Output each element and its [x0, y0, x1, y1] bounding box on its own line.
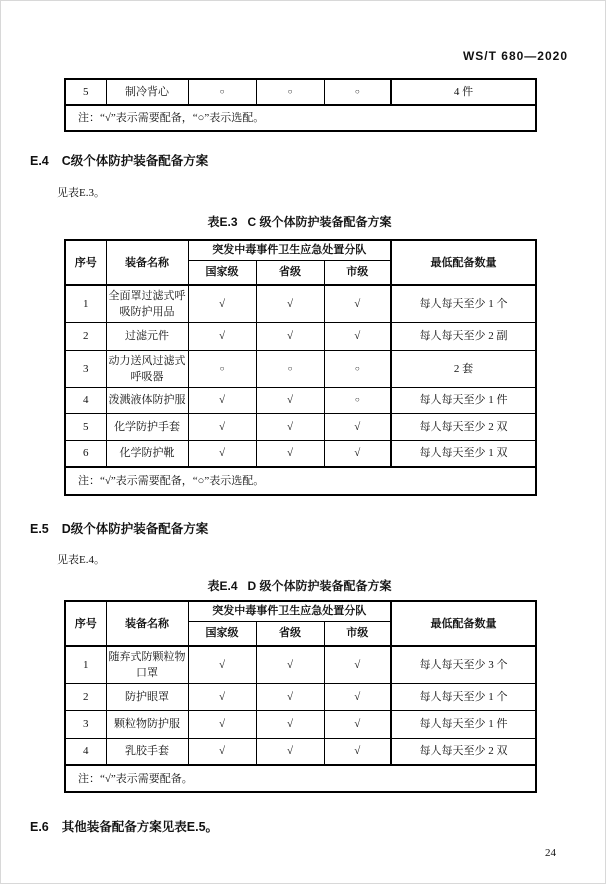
standard-number: WS/T 680—2020 [462, 49, 568, 63]
table-note-row [65, 105, 536, 131]
section-label: E.4 [30, 154, 49, 168]
cell-equipment-name: 随弃式防颗粒物口罩 [106, 646, 188, 683]
cell-seq: 1 [65, 646, 106, 683]
cell-equipment-name: 乳胶手套 [106, 738, 188, 765]
table-e2-continuation [64, 78, 537, 132]
cell-mark-municipal: √ [324, 322, 391, 350]
table-header-row [65, 601, 536, 621]
table-e3 [64, 239, 537, 496]
cell-mark-national: √ [188, 322, 256, 350]
cell-equipment-name: 化学防护手套 [106, 413, 188, 440]
table-caption-e4 [64, 577, 535, 594]
table-e4 [64, 600, 537, 793]
cell-equipment-name: 泼溅液体防护服 [106, 387, 188, 413]
cell-mark-provincial: √ [256, 738, 324, 765]
cell-quantity: 每人每天至少 1 件 [391, 710, 536, 738]
cell-quantity: 2 套 [391, 350, 536, 387]
col-header-quantity: 最低配备数量 [391, 240, 536, 285]
intro-text-e4: 见表E.3。 [57, 187, 105, 199]
cell-seq: 4 [65, 387, 106, 413]
cell-mark-provincial: √ [256, 322, 324, 350]
cell-seq: 5 [65, 413, 106, 440]
section-heading-e6 [30, 817, 218, 835]
cell-seq: 5 [65, 79, 106, 105]
intro-text-e5: 见表E.4。 [57, 554, 105, 566]
section-title: D级个体防护装备配备方案 [61, 522, 209, 536]
table-note-row [65, 765, 536, 792]
cell-quantity: 每人每天至少 1 个 [391, 683, 536, 710]
cell-seq: 3 [65, 710, 106, 738]
cell-mark-municipal: √ [324, 440, 391, 467]
cell-quantity: 每人每天至少 1 件 [391, 387, 536, 413]
cell-mark-national: √ [188, 285, 256, 322]
col-header-quantity: 最低配备数量 [391, 601, 536, 646]
caption-label: 表E.3 [207, 215, 238, 229]
cell-equipment-name: 化学防护靴 [106, 440, 188, 467]
cell-equipment-name: 动力送风过滤式呼吸器 [106, 350, 188, 387]
cell-mark-provincial: √ [256, 710, 324, 738]
section-heading-e5 [30, 519, 208, 537]
cell-equipment-name: 全面罩过滤式呼吸防护用品 [106, 285, 188, 322]
caption-title: C 级个体防护装备配备方案 [247, 215, 392, 229]
cell-mark-national: √ [188, 413, 256, 440]
cell-equipment-name: 防护眼罩 [106, 683, 188, 710]
cell-quantity: 每人每天至少 1 双 [391, 440, 536, 467]
table-note-row [65, 467, 536, 495]
table-row [65, 285, 536, 322]
cell-mark-provincial: √ [256, 285, 324, 322]
col-header-seq: 序号 [65, 601, 106, 646]
col-header-provincial: 省级 [256, 621, 324, 646]
cell-mark-municipal: √ [324, 413, 391, 440]
table-row [65, 350, 536, 387]
cell-seq: 6 [65, 440, 106, 467]
cell-mark-national: √ [188, 646, 256, 683]
cell-quantity: 每人每天至少 1 个 [391, 285, 536, 322]
cell-seq: 2 [65, 683, 106, 710]
table-row [65, 387, 536, 413]
cell-mark-national: √ [188, 710, 256, 738]
cell-mark-municipal: ○ [324, 387, 391, 413]
cell-mark-provincial: ○ [256, 79, 324, 105]
col-header-provincial: 省级 [256, 260, 324, 285]
cell-mark-provincial: √ [256, 387, 324, 413]
cell-mark-municipal: √ [324, 285, 391, 322]
cell-mark-national: ○ [188, 79, 256, 105]
cell-equipment-name: 颗粒物防护服 [106, 710, 188, 738]
section-label: E.6 [30, 820, 49, 834]
cell-mark-provincial: ○ [256, 350, 324, 387]
col-header-seq: 序号 [65, 240, 106, 285]
cell-mark-national: ○ [188, 350, 256, 387]
section-heading-e4 [30, 151, 208, 169]
table-row [65, 683, 536, 710]
table-row [65, 322, 536, 350]
page-number: 24 [545, 847, 556, 859]
table-note: 注：“√”表示需要配备，“○”表示选配。 [65, 105, 536, 131]
caption-title: D 级个体防护装备配备方案 [247, 579, 392, 593]
section-label: E.5 [30, 522, 49, 536]
table-caption-e3 [64, 213, 535, 230]
caption-label: 表E.4 [207, 579, 238, 593]
table-row [65, 738, 536, 765]
col-header-group: 突发中毒事件卫生应急处置分队 [188, 601, 391, 621]
cell-quantity: 每人每天至少 2 双 [391, 738, 536, 765]
col-header-national: 国家级 [188, 621, 256, 646]
cell-mark-municipal: √ [324, 738, 391, 765]
cell-mark-municipal: √ [324, 683, 391, 710]
cell-mark-national: √ [188, 440, 256, 467]
cell-seq: 4 [65, 738, 106, 765]
col-header-national: 国家级 [188, 260, 256, 285]
cell-mark-municipal: ○ [324, 79, 391, 105]
cell-mark-national: √ [188, 387, 256, 413]
cell-seq: 2 [65, 322, 106, 350]
table-note: 注：“√”表示需要配备，“○”表示选配。 [65, 467, 536, 495]
cell-mark-municipal: ○ [324, 350, 391, 387]
cell-mark-provincial: √ [256, 413, 324, 440]
cell-quantity: 每人每天至少 2 双 [391, 413, 536, 440]
cell-mark-provincial: √ [256, 440, 324, 467]
table-row [65, 413, 536, 440]
cell-mark-provincial: √ [256, 683, 324, 710]
section-title: 其他装备配备方案见表E.5。 [61, 820, 219, 834]
cell-seq: 3 [65, 350, 106, 387]
table-header-row [65, 240, 536, 260]
cell-mark-national: √ [188, 683, 256, 710]
col-header-municipal: 市级 [324, 621, 391, 646]
cell-equipment-name: 过滤元件 [106, 322, 188, 350]
col-header-name: 装备名称 [106, 240, 188, 285]
cell-mark-municipal: √ [324, 710, 391, 738]
table-note: 注：“√”表示需要配备。 [65, 765, 536, 792]
table-row [65, 710, 536, 738]
cell-mark-municipal: √ [324, 646, 391, 683]
cell-seq: 1 [65, 285, 106, 322]
section-title: C级个体防护装备配备方案 [61, 154, 209, 168]
col-header-municipal: 市级 [324, 260, 391, 285]
cell-quantity: 每人每天至少 3 个 [391, 646, 536, 683]
table-row [65, 79, 536, 105]
cell-mark-national: √ [188, 738, 256, 765]
cell-mark-provincial: √ [256, 646, 324, 683]
cell-quantity: 4 件 [391, 79, 536, 105]
table-row [65, 646, 536, 683]
cell-equipment-name: 制冷背心 [106, 79, 188, 105]
col-header-group: 突发中毒事件卫生应急处置分队 [188, 240, 391, 260]
col-header-name: 装备名称 [106, 601, 188, 646]
table-row [65, 440, 536, 467]
cell-quantity: 每人每天至少 2 副 [391, 322, 536, 350]
